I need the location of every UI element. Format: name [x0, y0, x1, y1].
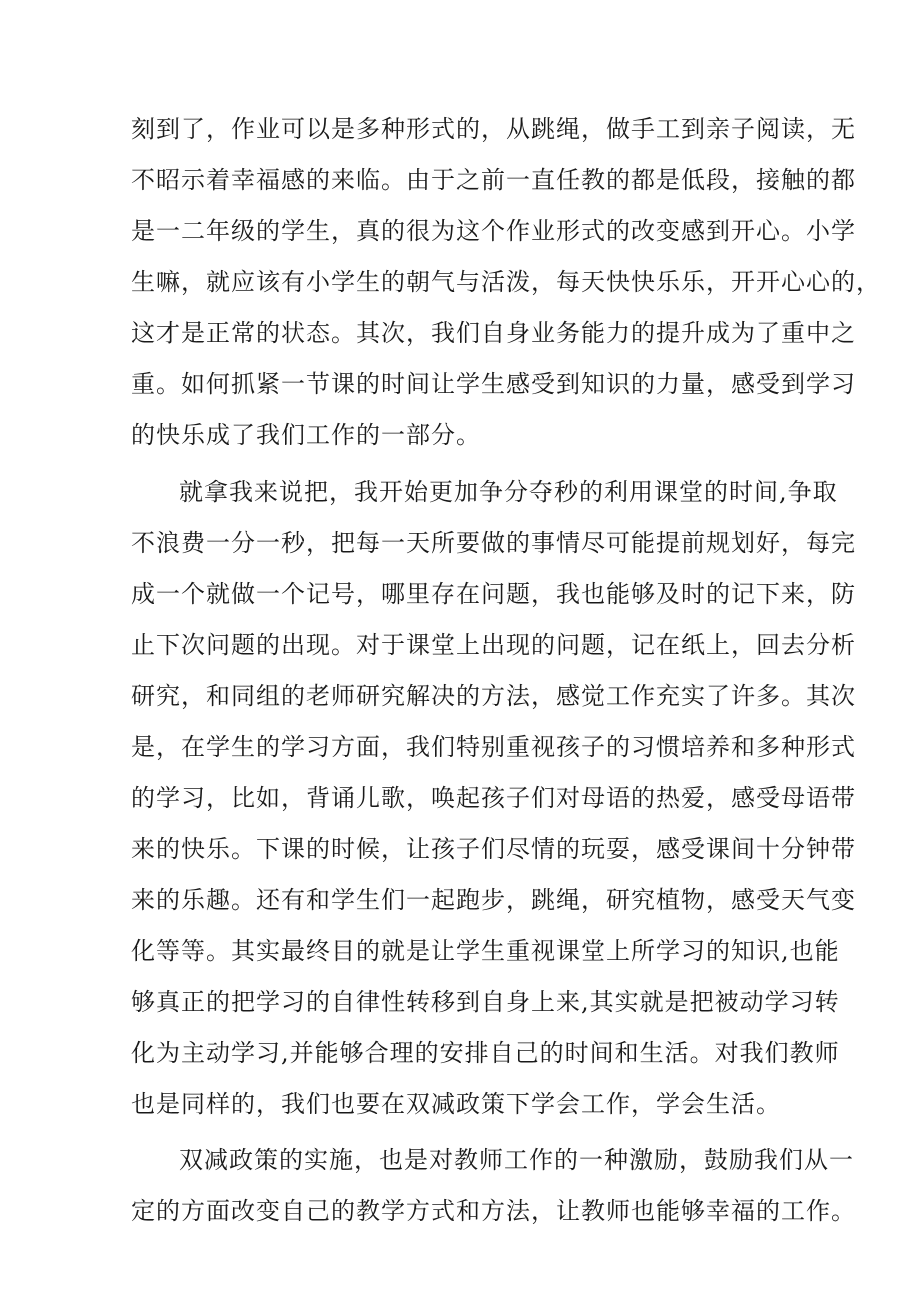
- text-line: 成一个就做一个记号，哪里存在问题，我也能够及时的记下来，防: [131, 580, 856, 608]
- text-line: 来的快乐。下课的时候，让孩子们尽情的玩耍，感受课间十分钟带: [131, 835, 856, 863]
- text-line: 化等等。其实最终目的就是让学生重视课堂上所学习的知识,也能: [131, 937, 840, 965]
- text-line: 定的方面改变自己的教学方式和方法，让教师也能够幸福的工作。: [131, 1197, 856, 1225]
- text-line: 刻到了，作业可以是多种形式的，从跳绳，做手工到亲子阅读，无: [131, 115, 856, 143]
- text-line: 不昭示着幸福感的来临。由于之前一直任教的都是低段，接触的都: [131, 166, 856, 194]
- text-line: 的学习，比如，背诵儿歌，唤起孩子们对母语的热爱，感受母语带: [131, 784, 856, 812]
- paragraph-first-line: 双减政策的实施，也是对教师工作的一种激励，鼓励我们从一: [179, 1146, 854, 1174]
- paragraph-first-line: 就拿我来说把，我开始更加争分夺秒的利用课堂的时间,争取: [179, 478, 838, 506]
- text-line: 来的乐趣。还有和学生们一起跑步，跳绳，研究植物，感受天气变: [131, 886, 856, 914]
- text-line: 这才是正常的状态。其次，我们自身业务能力的提升成为了重中之: [131, 319, 856, 347]
- text-line: 不浪费一分一秒，把每一天所要做的事情尽可能提前规划好，每完: [131, 529, 856, 557]
- text-line: 够真正的把学习的自律性转移到自身上来,其实就是把被动学习转: [131, 988, 840, 1016]
- text-line: 化为主动学习,并能够合理的安排自己的时间和生活。对我们教师: [131, 1039, 840, 1067]
- text-line: 止下次问题的出现。对于课堂上出现的问题，记在纸上，回去分析: [131, 631, 856, 659]
- text-line: 也是同样的，我们也要在双减政策下学会工作，学会生活。: [131, 1090, 781, 1118]
- text-line: 生嘛，就应该有小学生的朝气与活泼，每天快快乐乐，开开心心的，: [131, 268, 881, 296]
- text-line: 重。如何抓紧一节课的时间让学生感受到知识的力量，感受到学习: [131, 370, 856, 398]
- text-line: 研究，和同组的老师研究解决的方法，感觉工作充实了许多。其次: [131, 682, 856, 710]
- text-line: 是一二年级的学生，真的很为这个作业形式的改变感到开心。小学: [131, 217, 856, 245]
- text-line: 的快乐成了我们工作的一部分。: [131, 421, 481, 449]
- text-line: 是，在学生的学习方面，我们特别重视孩子的习惯培养和多种形式: [131, 733, 856, 761]
